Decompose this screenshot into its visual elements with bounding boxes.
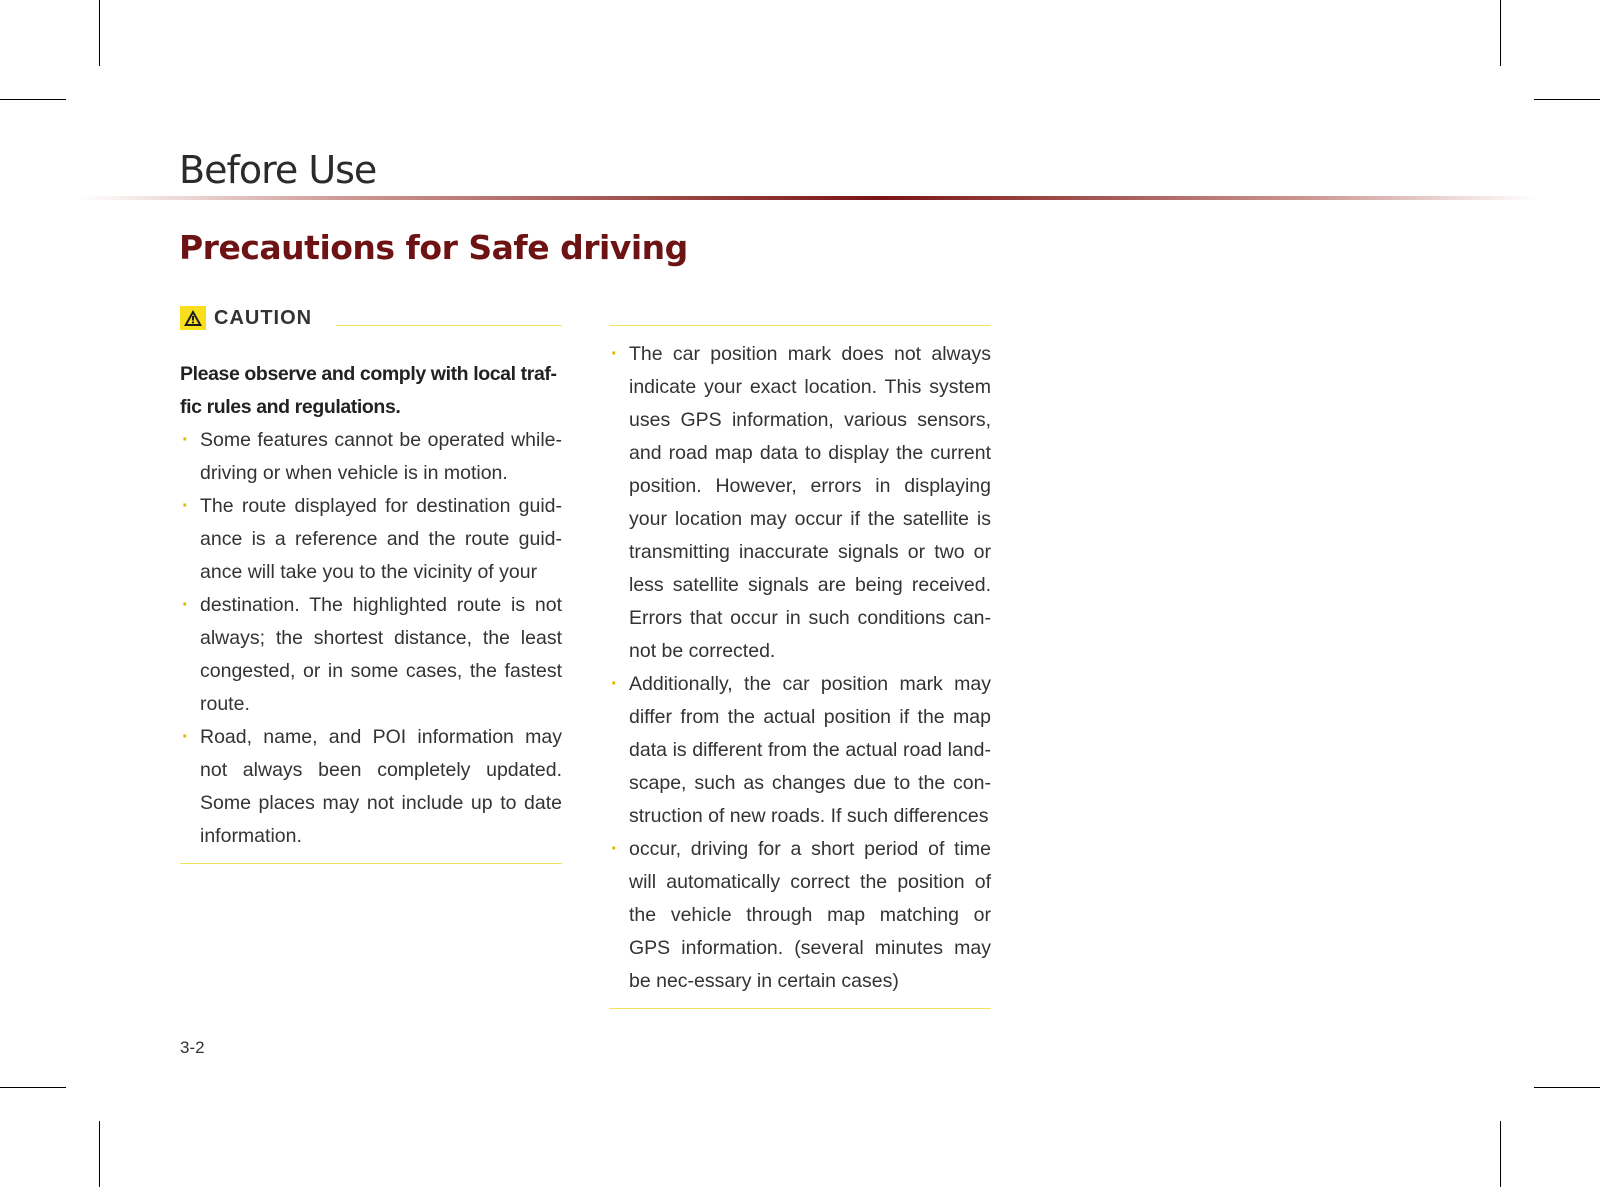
- crop-mark: [99, 0, 100, 66]
- list-item: · Additionally, the car position mark may differ from the actual position if the map data is different from the actual road land-scape, such as changes due to the con-struction of new roads. If such differences: [609, 668, 991, 833]
- page-heading: Precautions for Safe driving: [179, 228, 688, 267]
- caution-right-column: [609, 325, 991, 1009]
- crop-mark: [99, 1121, 100, 1187]
- list-item: · Road, name, and POI information may not always been completely updated. Some places may not include up to date information.: [180, 721, 562, 853]
- section-title: Before Use: [179, 148, 377, 192]
- list-item: · The car position mark does not always indicate your exact location. This system uses GPS information, various sensors, and road map data to display the current position. However, errors in displaying your location may occur if the satellite is transmitting inaccurate signals or two or less satellite signals are being received. Errors that occur in such conditions can-not be corrected.: [609, 338, 991, 668]
- crop-mark: [1534, 99, 1600, 100]
- title-divider: [80, 196, 1535, 200]
- column-divider: [180, 863, 562, 864]
- crop-mark: [1534, 1087, 1600, 1088]
- caution-lead-text: Please observe and comply with local traf-fic rules and regulations.: [180, 362, 557, 418]
- crop-mark: [1500, 0, 1501, 66]
- list-item: · Some features cannot be operated while-driving or when vehicle is in motion.: [180, 424, 562, 490]
- crop-mark: [1500, 1121, 1501, 1187]
- list-item: · occur, driving for a short period of time will automatically correct the position of the vehicle through map matching or GPS information. (several minutes may be nec-essary in certain cases): [609, 833, 991, 998]
- column-divider: [609, 1008, 991, 1009]
- crop-mark: [0, 99, 66, 100]
- caution-right-list: [609, 326, 991, 998]
- caution-header: [180, 304, 336, 332]
- list-item: · destination. The highlighted route is not always; the shortest distance, the least congested, or in some cases, the fastest route.: [180, 589, 562, 721]
- warning-triangle-icon: [180, 306, 206, 330]
- caution-left-column: [180, 325, 562, 864]
- caution-left-list: [180, 424, 562, 853]
- crop-mark: [0, 1087, 66, 1088]
- caution-label: CAUTION: [214, 306, 313, 329]
- list-item: · The route displayed for destination guid-ance is a reference and the route guid-ance will take you to the vicinity of your: [180, 490, 562, 589]
- page-number: 3-2: [180, 1038, 205, 1057]
